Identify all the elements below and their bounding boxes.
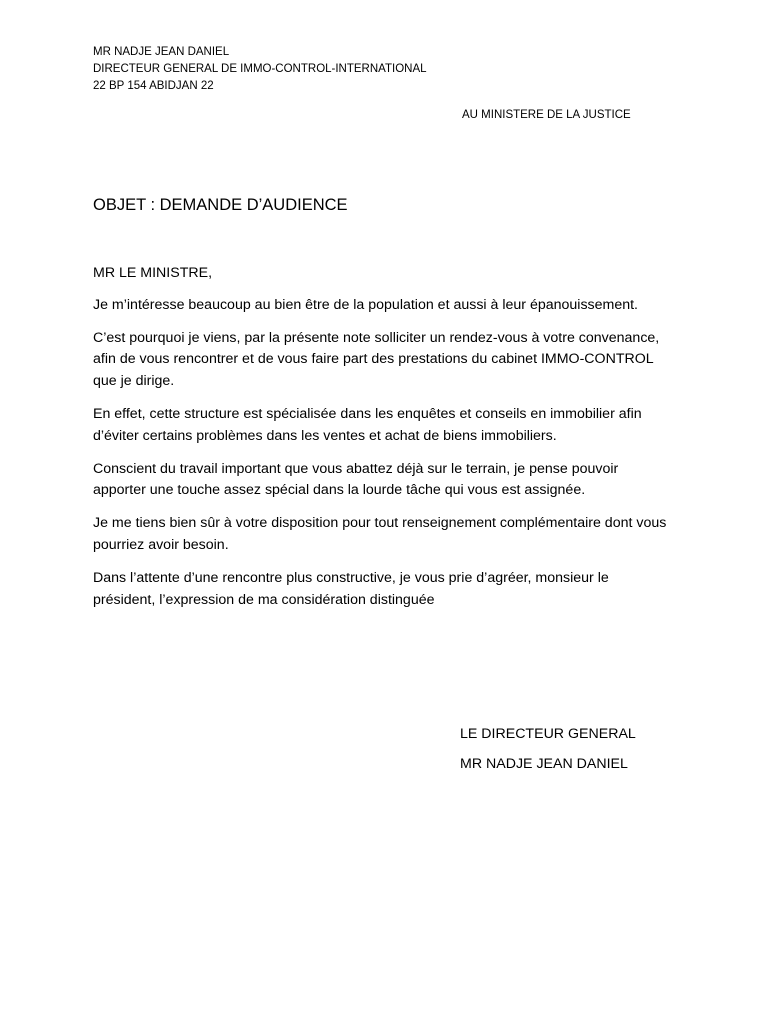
- paragraph: Conscient du travail important que vous abattez déjà sur le terrain, je pense pouvoir apporter une touche assez spécial dans la lourde tâche qui vous est assignée.: [93, 460, 619, 499]
- signature-block: [460, 724, 636, 775]
- signature-name: MR NADJE JEAN DANIEL: [460, 756, 628, 772]
- paragraph: Je me tiens bien sûr à votre disposition pour tout renseignement complémentaire dont vous pourriez avoir besoin.: [93, 515, 667, 553]
- letter-subject: OBJET : DEMANDE D’AUDIENCE: [93, 196, 348, 214]
- sender-block: [93, 44, 427, 95]
- salutation: MR LE MINISTRE,: [93, 265, 213, 281]
- sender-title: DIRECTEUR GENERAL DE IMMO-CONTROL-INTERNATIONAL: [93, 63, 427, 75]
- paragraph: En effet, cette structure est spécialisée dans les enquêtes et conseils en immobilier afin d’éviter certains problèmes dans les ventes et achat de biens immobiliers.: [93, 405, 642, 444]
- paragraph: Dans l’attente d’une rencontre plus constructive, je vous prie d’agréer, monsieur le président, l’expression de ma considération distinguée: [93, 570, 609, 608]
- sender-address: 22 BP 154 ABIDJAN 22: [93, 80, 214, 92]
- paragraph: Je m’intéresse beaucoup au bien être de la population et aussi à leur épanouissement.: [93, 296, 638, 313]
- sender-name: MR NADJE JEAN DANIEL: [93, 46, 230, 58]
- paragraph: C’est pourquoi je viens, par la présente note solliciter un rendez-vous à votre convenance, afin de vous rencontrer et de vous faire part des prestations du cabinet IMMO-CONTROL que je dirige.: [93, 329, 660, 389]
- recipient: AU MINISTERE DE LA JUSTICE: [462, 109, 631, 121]
- signature-title: LE DIRECTEUR GENERAL: [460, 726, 636, 742]
- letter-body: [93, 263, 673, 623]
